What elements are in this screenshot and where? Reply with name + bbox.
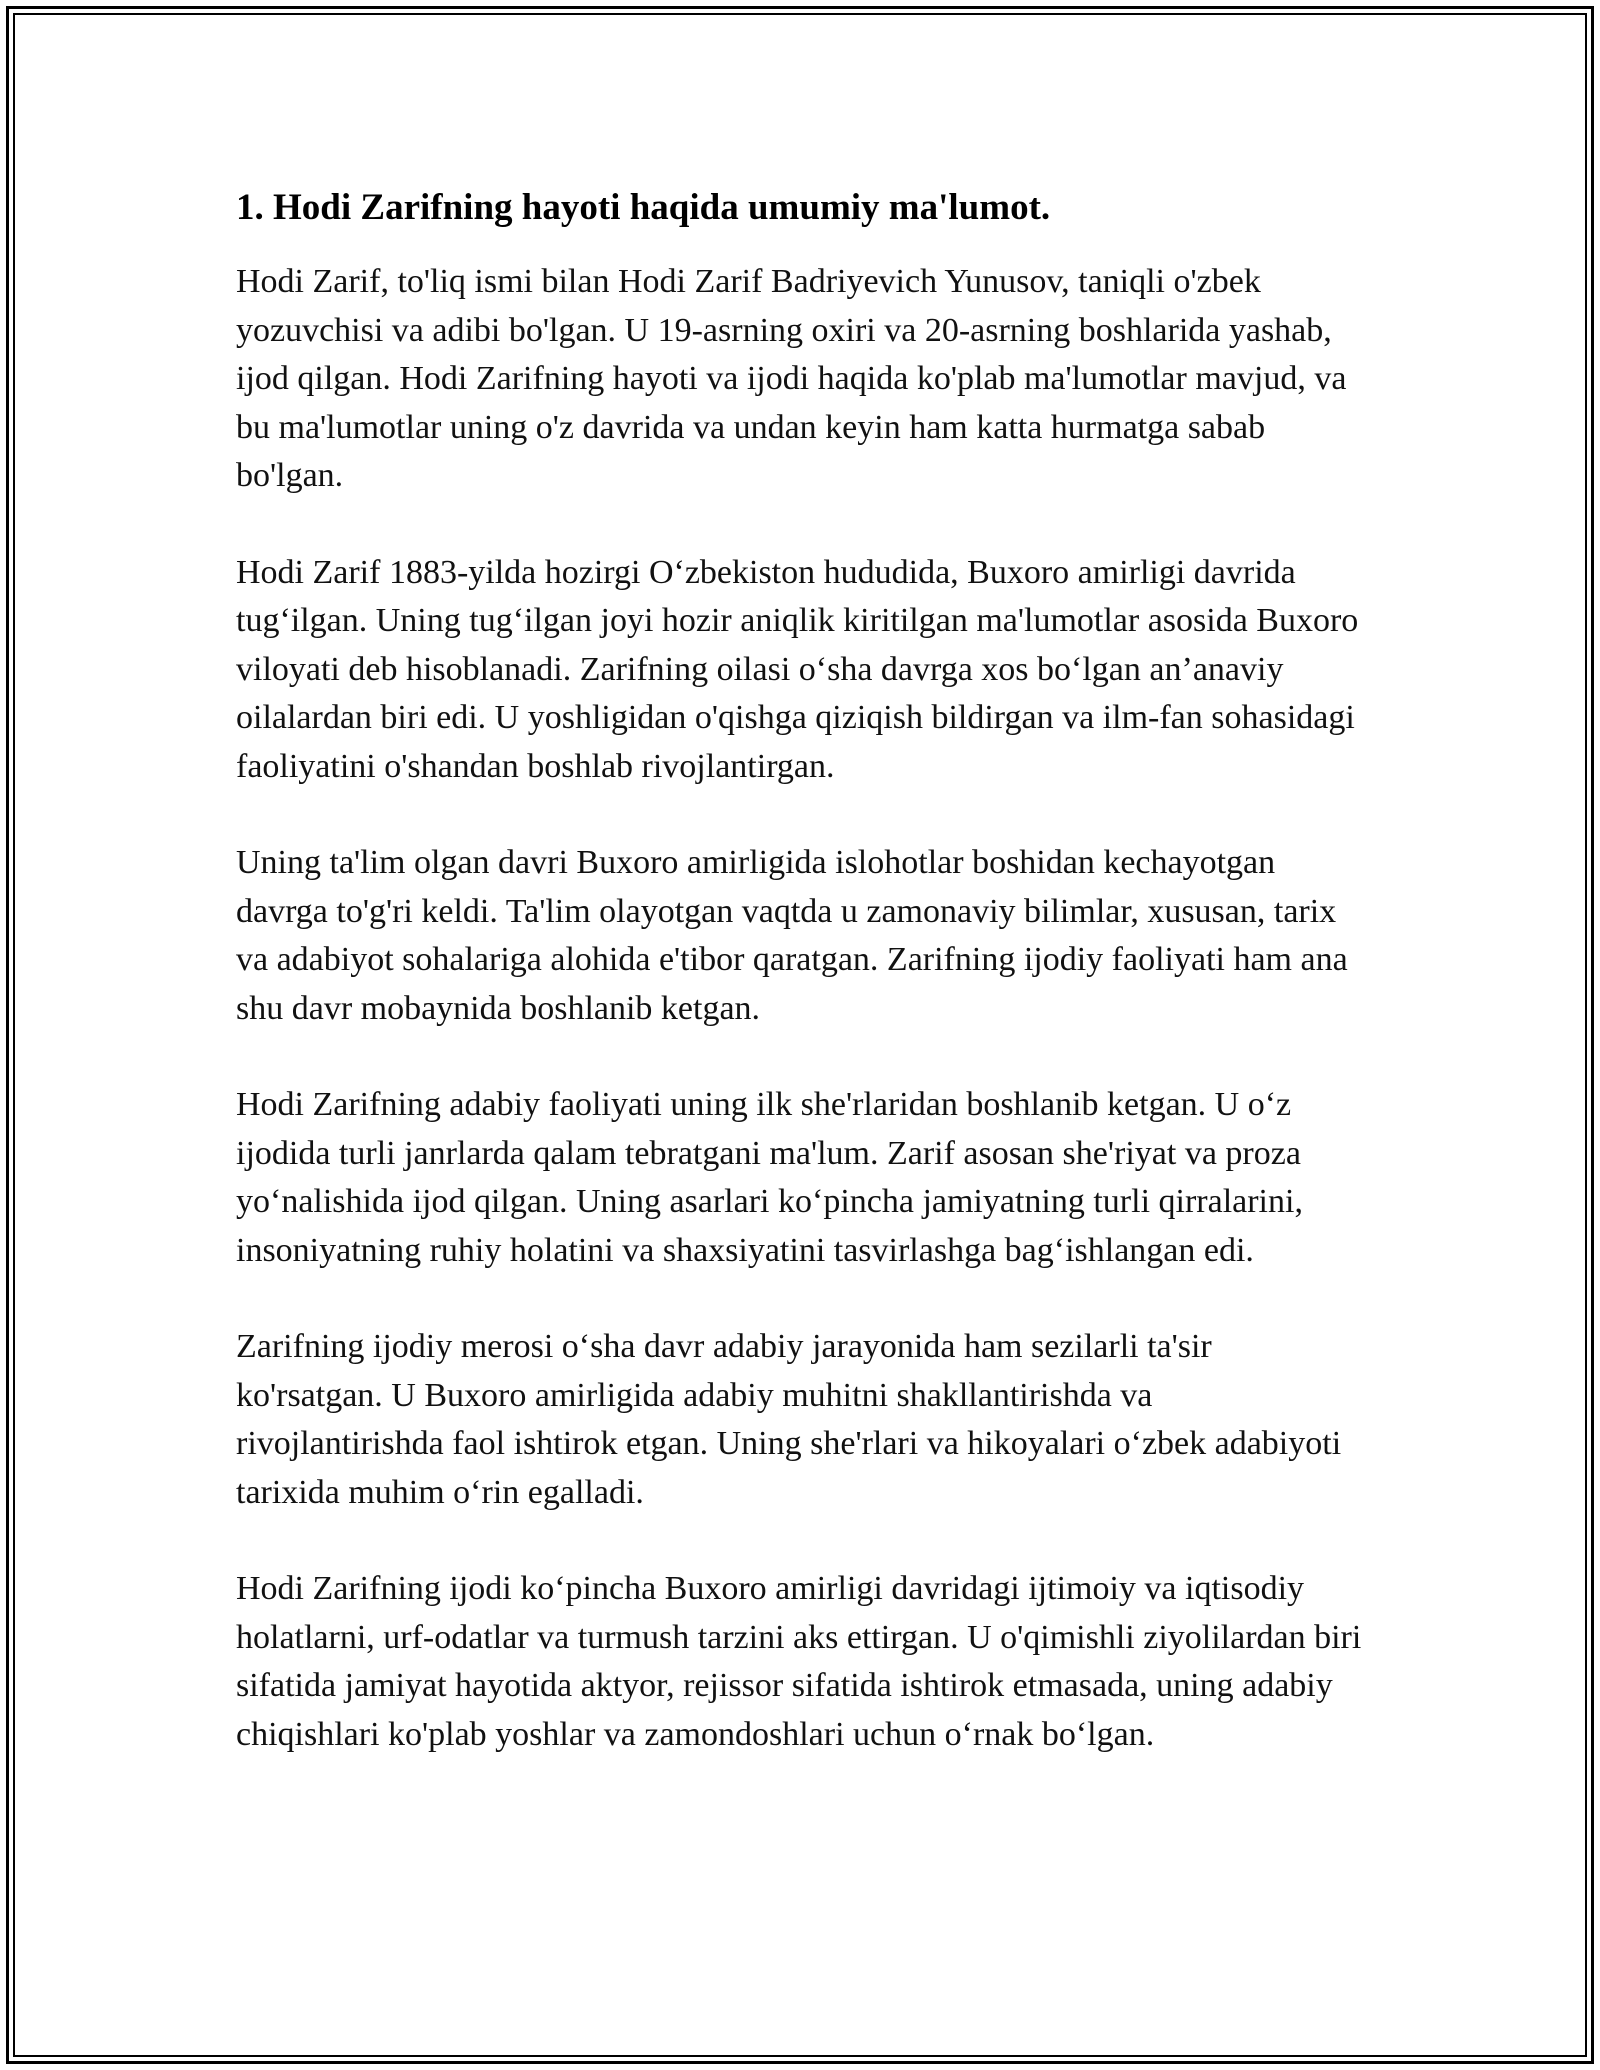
paragraph-6: Hodi Zarifning ijodi ko‘pincha Buxoro amirligi davridagi ijtimoiy va iqtisodiy holatlarni, urf-odatlar va turmush tarzini aks ettirgan. U o'qimishli ziyolilardan biri sifatida jamiyat hayotida aktyor, rejissor sifatida ishtirok etmasada, uning adabiy chiqishlari ko'plab yoshlar va zamondoshlari uchun o‘rnak bo‘lgan. bbox=[236, 1570, 1362, 1753]
section-heading: 1. Hodi Zarifning hayoti haqida umumiy ma'lumot. bbox=[236, 187, 1051, 228]
paragraph-1: Hodi Zarif, to'liq ismi bilan Hodi Zarif Badriyevich Yunusov, taniqli o'zbek yozuvchisi va adibi bo'lgan. U 19-asrning oxiri va 20-asrning boshlarida yashab, ijod qilgan. Hodi Zarifning hayoti va ijodi haqida ko'plab ma'lumotlar mavjud, va bu ma'lumotlar uning o'z davrida va undan keyin ham katta hurmatga sabab bo'lgan. bbox=[236, 263, 1347, 495]
paragraph-4: Hodi Zarifning adabiy faoliyati uning ilk she'rlaridan boshlanib ketgan. U o‘z ijodida turli janrlarda qalam tebratgani ma'lum. Zarif asosan she'riyat va proza yo‘nalishida ijod qilgan. Uning asarlari ko‘pincha jamiyatning turli qirralarini, insoniyatning ruhiy holatini va shaxsiyatini tasvirlashga bag‘ishlangan edi. bbox=[236, 1086, 1303, 1269]
document-body bbox=[236, 184, 1366, 1759]
paragraph-3: Uning ta'lim olgan davri Buxoro amirligida islohotlar boshidan kechayotgan davrga to'g'ri keldi. Ta'lim olayotgan vaqtda u zamonaviy bilimlar, xususan, tarix va adabiyot sohalariga alohida e'tibor qaratgan. Zarifning ijodiy faoliyati ham ana shu davr mobaynida boshlanib ketgan. bbox=[236, 844, 1348, 1027]
paragraph-5: Zarifning ijodiy merosi o‘sha davr adabiy jarayonida ham sezilarli ta'sir ko'rsatgan. U Buxoro amirligida adabiy muhitni shakllantirishda va rivojlantirishda faol ishtirok etgan. Uning she'rlari va hikoyalari o‘zbek adabiyoti tarixida muhim o‘rin egalladi. bbox=[236, 1328, 1342, 1511]
paragraph-2: Hodi Zarif 1883-yilda hozirgi O‘zbekiston hududida, Buxoro amirligi davrida tug‘ilgan. Uning tug‘ilgan joyi hozir aniqlik kiritilgan ma'lumotlar asosida Buxoro viloyati deb hisoblanadi. Zarifning oilasi o‘sha davrga xos bo‘lgan an’anaviy oilalardan biri edi. U yoshligidan o'qishga qiziqish bildirgan va ilm-fan sohasidagi faoliyatini o'shandan boshlab rivojlantirgan. bbox=[236, 553, 1359, 785]
